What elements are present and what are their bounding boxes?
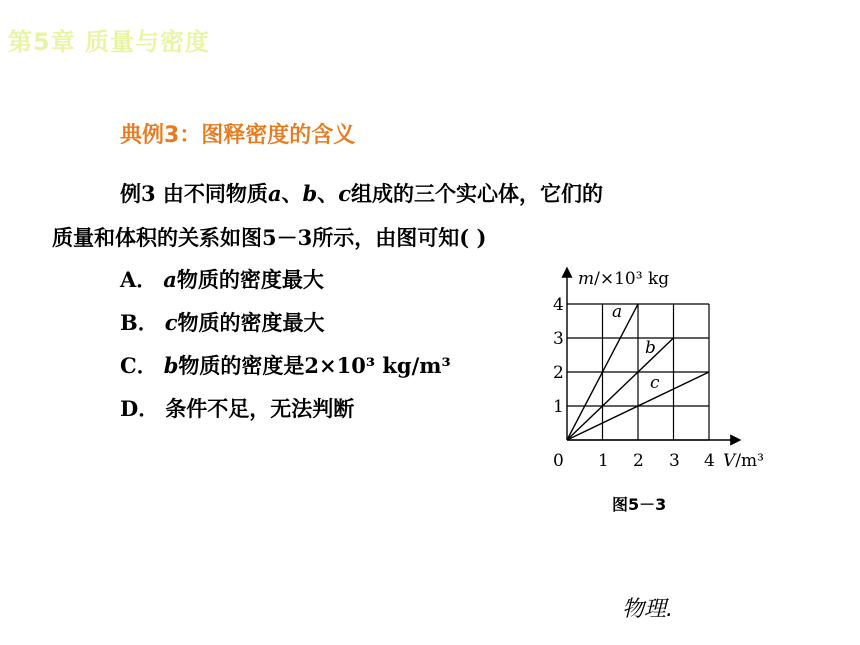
- option-var: c: [164, 310, 178, 335]
- x-tick-label: 1: [598, 451, 609, 471]
- option-text: 条件不足，无法判断: [165, 396, 355, 421]
- question-line-1: [52, 172, 812, 216]
- option-a[interactable]: [120, 258, 451, 301]
- option-var: a: [163, 267, 177, 292]
- option-letter: B．: [120, 310, 159, 335]
- option-letter: D．: [120, 396, 160, 421]
- origin-label: 0: [553, 451, 564, 471]
- line-label-c: c: [650, 373, 660, 393]
- question-prefix: 例3 由不同物质: [120, 181, 268, 206]
- y-tick-label: 3: [553, 329, 564, 349]
- var-a: a: [267, 181, 282, 206]
- option-text: 物质的密度最大: [177, 310, 325, 335]
- question-line-2: 质量和体积的关系如图5－3所示，由图可知( ): [52, 225, 487, 250]
- var-b: b: [302, 181, 318, 206]
- option-letter: C．: [120, 353, 158, 378]
- options-list: [120, 258, 451, 430]
- line-label-b: b: [645, 338, 656, 358]
- separator: 、: [281, 181, 303, 206]
- chapter-title: 第5章 质量与密度: [8, 28, 211, 56]
- question-suffix: 组成的三个实心体，它们的: [351, 181, 604, 206]
- x-tick-label: 4: [704, 451, 715, 471]
- option-text: 物质的密度最大: [176, 267, 324, 292]
- question-text: [52, 172, 812, 260]
- option-c[interactable]: [120, 344, 451, 387]
- x-tick-label: 2: [633, 451, 644, 471]
- y-tick-label: 2: [553, 363, 564, 383]
- x-axis-label: V/m³: [723, 451, 764, 471]
- var-c: c: [338, 181, 352, 206]
- mass-volume-graph: [540, 262, 780, 477]
- subject-footer: 物理.: [622, 597, 673, 622]
- option-d[interactable]: [120, 387, 451, 430]
- option-letter: A．: [120, 267, 158, 292]
- y-tick-label: 4: [553, 295, 564, 315]
- x-tick-label: 3: [669, 451, 680, 471]
- option-var: b: [163, 353, 179, 378]
- y-tick-label: 1: [553, 397, 564, 417]
- separator: 、: [317, 181, 339, 206]
- example-title: 典例3：图释密度的含义: [120, 123, 356, 148]
- line-label-a: a: [612, 302, 623, 322]
- option-b[interactable]: [120, 301, 451, 344]
- y-axis-label: m/×10³ kg: [578, 269, 670, 289]
- option-text: 物质的密度是2×10³ kg/m³: [178, 353, 451, 378]
- figure-caption: 图5－3: [612, 495, 667, 514]
